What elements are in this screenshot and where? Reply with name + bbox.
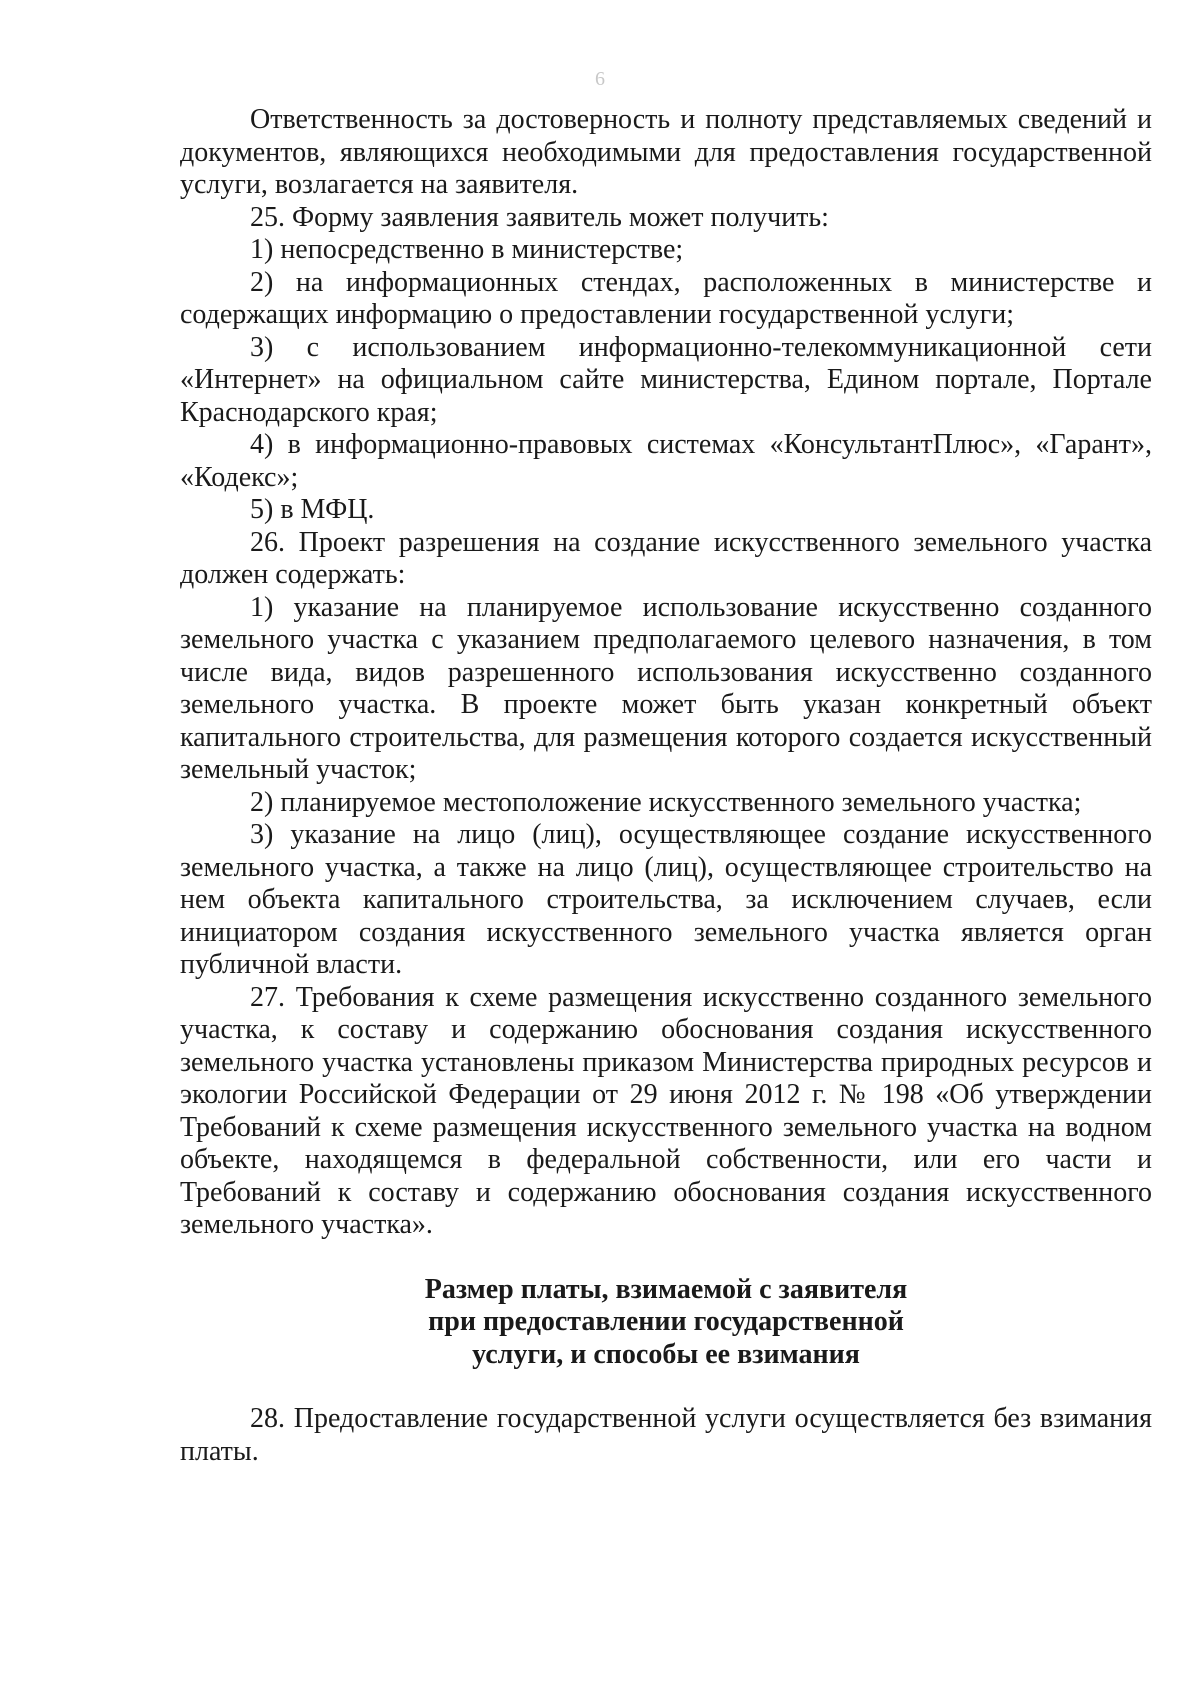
- paragraph-27: 27. Требования к схеме размещения искусственно созданного земельного участка, к составу и содержанию обоснования создания искусственного земельного участка установлены приказом Министерства природных ресурсов и экологии Российской Федерации от 29 июня 2012 г. № 198 «Об утверждении Требований к схеме размещения искусственного земельного участка на водном объекте, находящемся в федеральной собственности, или его части и Требований к составу и содержанию обоснования создания искусственного земельного участка».: [180, 981, 1152, 1240]
- section-heading: [180, 1274, 1152, 1372]
- section-heading-line-1: Размер платы, взимаемой с заявителя: [424, 1273, 908, 1305]
- paragraph-26-item-2: 2) планируемое местоположение искусственного земельного участка;: [250, 786, 1082, 818]
- paragraph-25-item-1: 1) непосредственно в министерстве;: [250, 234, 684, 265]
- paragraph-25-item-5: 5) в МФЦ.: [250, 494, 375, 525]
- paragraph-25-item-3: 3) с использованием информационно-телекоммуникационной сети «Интернет» на официальном сайте министерства, Едином портале, Портале Краснодарского края;: [180, 331, 1152, 428]
- paragraph-25-item-4: 4) в информационно-правовых системах «КонсультантПлюс», «Гарант», «Кодекс»;: [180, 429, 1152, 493]
- paragraph-26: 26. Проект разрешения на создание искусственного земельного участка должен содержать:: [180, 526, 1152, 590]
- section-heading-line-3: услуги, и способы ее взимания: [472, 1338, 860, 1370]
- paragraph-28: 28. Предоставление государственной услуги осуществляется без взимания платы.: [180, 1403, 1152, 1467]
- paragraph-25-item-2: 2) на информационных стендах, расположенных в министерстве и содержащих информацию о предоставлении государственной услуги;: [180, 266, 1152, 330]
- page-number: 6: [595, 68, 605, 90]
- paragraph-25: 25. Форму заявления заявитель может получить:: [250, 201, 829, 233]
- paragraph-26-item-1: 1) указание на планируемое использование искусственно созданного земельного участка с указанием предполагаемого целевого назначения, в том числе вида, видов разрешенного использования искусственно созданного земельного участка. В проекте может быть указан конкретный объект капитального строительства, для размещения которого создается искусственный земельный участок;: [180, 591, 1152, 785]
- section-heading-line-2: при предоставлении государственной: [428, 1306, 904, 1337]
- document-body: [180, 104, 1152, 1468]
- paragraph-26-item-3: 3) указание на лицо (лиц), осуществляющее создание искусственного земельного участка, а также на лицо (лиц), осуществляющее строительство на нем объекта капитального строительства, за исключением случаев, если инициатором создания искусственного земельного участка является орган публичной власти.: [180, 819, 1152, 980]
- paragraph-responsibility: Ответственность за достоверность и полноту представляемых сведений и документов, являющихся необходимыми для предоставления государственной услуги, возлагается на заявителя.: [180, 104, 1152, 200]
